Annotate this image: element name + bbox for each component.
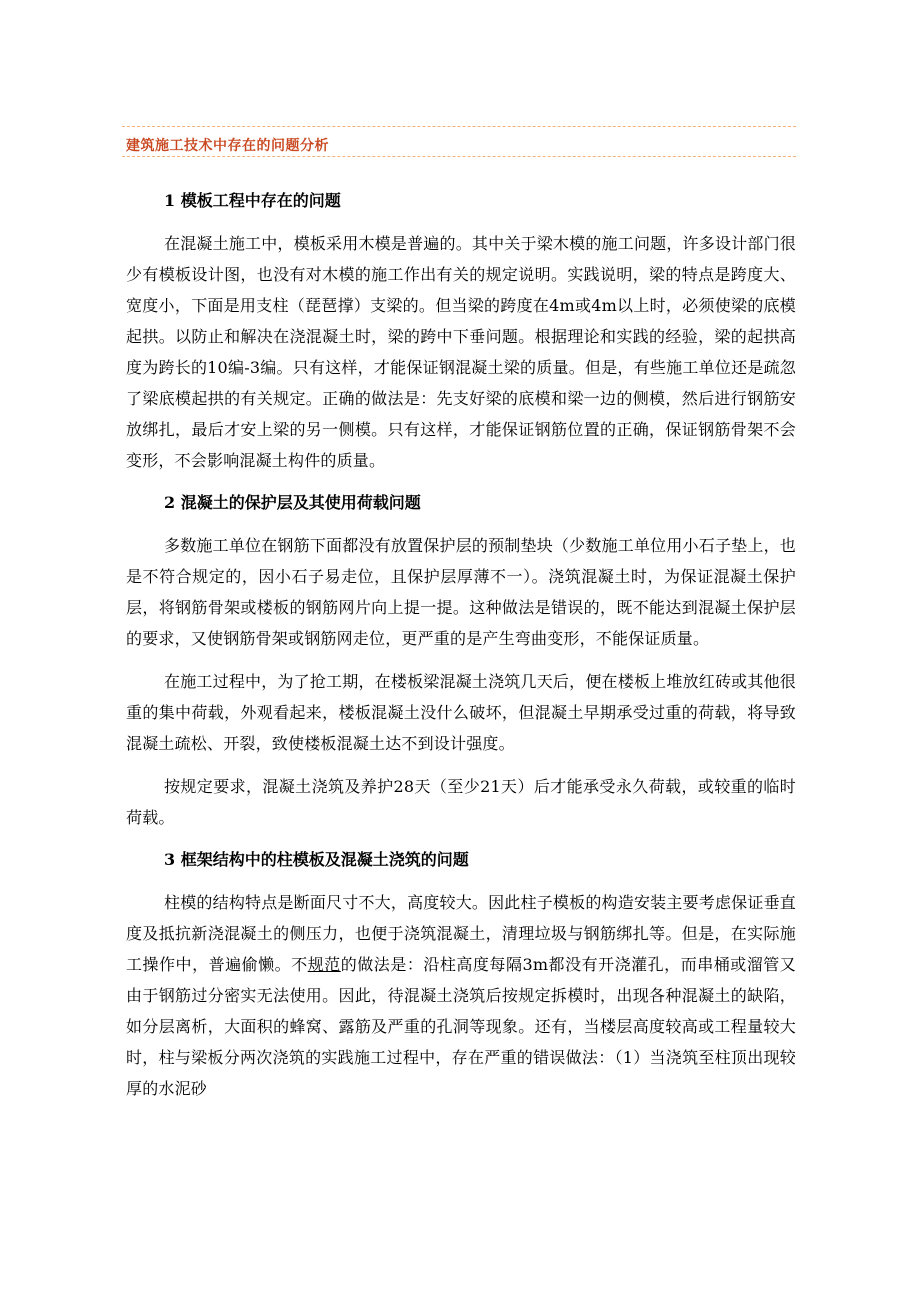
section-3-text-after-link: 的做法是：沿柱高度每隔3m都没有开浇灌孔，而串桶或溜管又由于钢筋过分密实无法使用。因此，待混凝土浇筑后按规定拆模时，出现各种混凝土的缺陷，如分层离析，大面积的蜂窝、露筋及严重的孔洞等现象。还有，当楼层高度较高或工程量较大时，柱与梁板分两次浇筑的实践施工过程中，存在严重的错误做法：（1）当浇筑至柱顶出现较厚的水泥砂: [126, 955, 797, 1098]
section-3-paragraph-1: [126, 887, 796, 1104]
document-title: 建筑施工技术中存在的问题分析: [126, 138, 329, 154]
title-bottom-rule: [122, 156, 796, 157]
section-3-heading: 3 框架结构中的柱模板及混凝土浇筑的问题: [164, 850, 469, 869]
document-title-band: [122, 126, 796, 158]
section-1-paragraph-1: 在混凝土施工中，模板采用木模是普遍的。其中关于梁木模的施工问题，许多设计部门很少有模板设计图，也没有对木模的施工作出有关的规定说明。实践说明，梁的特点是跨度大、宽度小，下面是用支柱（琵琶撑）支梁的。但当梁的跨度在4m或4m以上时，必须使梁的底模起拱。以防止和解决在浇混凝土时，梁的跨中下垂问题。根据理论和实践的经验，梁的起拱高度为跨长的10编-3编。只有这样，才能保证钢混凝土梁的质量。但是，有些施工单位还是疏忽了梁底模起拱的有关规定。正确的做法是：先支好梁的底模和梁一边的侧模，然后进行钢筋安放绑扎，最后才安上梁的另一侧模。只有这样，才能保证钢筋位置的正确，保证钢筋骨架不会变形，不会影响混凝土构件的质量。: [126, 234, 796, 470]
section-2-paragraph-2: 在施工过程中，为了抢工期，在楼板梁混凝土浇筑几天后，便在楼板上堆放红砖或其他很重的集中荷载，外观看起来，楼板混凝土没什么破坏，但混凝土早期承受过重的荷载，将导致混凝土疏松、开裂，致使楼板混凝土达不到设计强度。: [126, 672, 796, 753]
title-top-rule: [122, 126, 796, 127]
document-body: [126, 186, 796, 1104]
section-2-paragraph-3: 按规定要求，混凝土浇筑及养护28天（至少21天）后才能承受永久荷载，或较重的临时荷载。: [126, 777, 796, 827]
guideline-link[interactable]: 规范: [307, 955, 341, 974]
section-1-heading: 1 模板工程中存在的问题: [164, 191, 341, 210]
section-2-heading: 2 混凝土的保护层及其使用荷载问题: [164, 493, 421, 512]
section-3-text-before-link: 柱模的结构特点是断面尺寸不大，高度较大。因此柱子模板的构造安装主要考虑保证垂直度及抵抗新浇混凝土的侧压力，也便于浇筑混凝土，清理垃圾与钢筋绑扎等。但是，在实际施工操作中，普遍偷懒。不: [126, 893, 796, 974]
section-2-paragraph-1: 多数施工单位在钢筋下面都没有放置保护层的预制垫块（少数施工单位用小石子垫上，也是不符合规定的，因小石子易走位，且保护层厚薄不一）。浇筑混凝土时，为保证混凝土保护层，将钢筋骨架或楼板的钢筋网片向上提一提。这种做法是错误的，既不能达到混凝土保护层的要求，又使钢筋骨架或钢筋网走位，更严重的是产生弯曲变形，不能保证质量。: [126, 536, 796, 648]
